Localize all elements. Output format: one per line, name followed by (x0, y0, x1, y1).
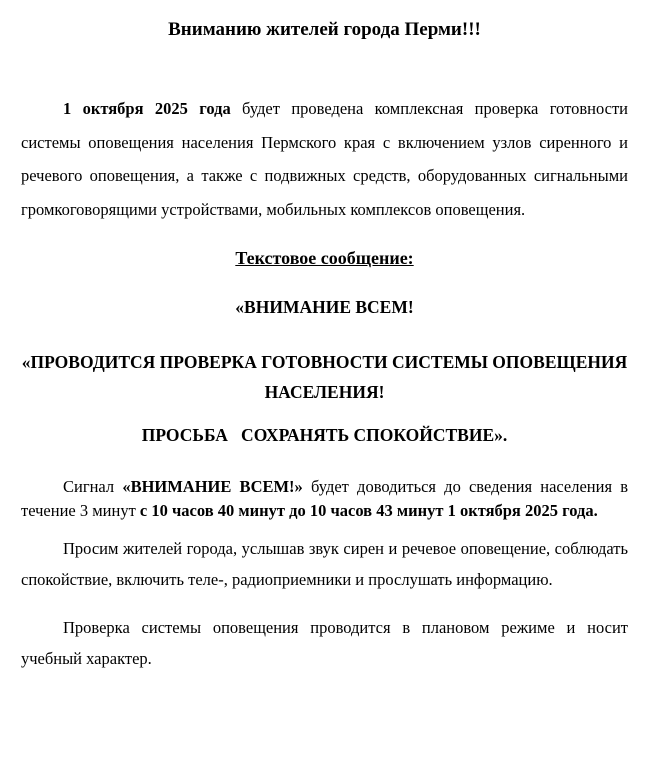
document-title: Вниманию жителей города Перми!!! (168, 19, 481, 40)
signal-mid: будет доводиться до сведения населения в течение 3 минут (21, 477, 628, 520)
heading-system-check: «ПРОВОДИТСЯ ПРОВЕРКА ГОТОВНОСТИ СИСТЕМЫ ОПОВЕЩЕНИЯ НАСЕЛЕНИЯ! (21, 352, 628, 402)
paragraph-note: Проверка системы оповещения проводится в плановом режиме и носит учебный характер. (21, 618, 628, 668)
heading-attention-all: «ВНИМАНИЕ ВСЕМ! (235, 297, 414, 317)
signal-time-bold: с 10 часов 40 минут до 10 часов 43 минут 1 октября 2025 года. (139, 500, 598, 520)
heading-keep-calm: ПРОСЬБА СОХРАНЯТЬ СПОКОЙСТВИЕ». (141, 425, 508, 445)
signal-lead: Сигнал (63, 477, 123, 496)
paragraph-request: Просим жителей города, услышав звук сирен и речевое оповещение, соблюдать спокойствие, включить теле-, радиоприемники и прослушать информацию. (21, 539, 628, 589)
signal-name-bold: «ВНИМАНИЕ ВСЕМ!» (122, 477, 303, 496)
intro-date-bold: 1 октября 2025 года (63, 99, 231, 118)
intro-rest: будет проведена комплексная проверка готовности системы оповещения населения Пермского края с включением узлов сиренного и речевого оповещения, а также с подвижных средств, оборудованных сигнальными громкоговорящими устройствами, мобильных комплексов оповещения. (21, 99, 628, 219)
paragraph-intro (21, 92, 628, 226)
heading-text-message (21, 247, 628, 269)
heading-text-message-label: Текстовое сообщение: (235, 248, 414, 268)
paragraph-signal (21, 475, 628, 522)
